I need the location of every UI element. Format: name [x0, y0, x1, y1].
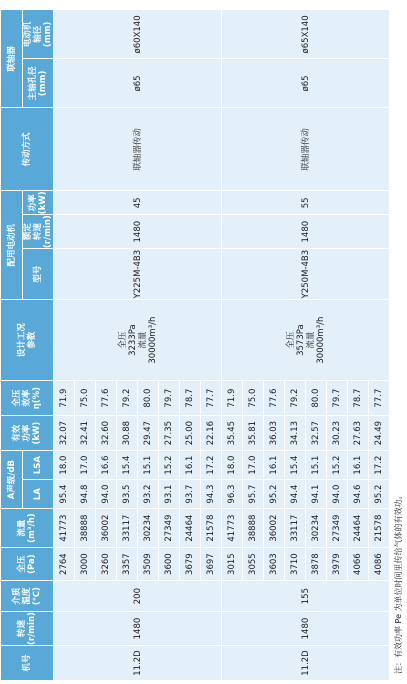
- header-motor-shaft: 电动机 轴径 (mm): [23, 10, 54, 59]
- cell-flow: 33117: [117, 509, 138, 548]
- header-motor-speed: 额定 转速 (r/min): [23, 215, 53, 249]
- cell-flow: 36002: [96, 509, 117, 548]
- cell-flow: 30234: [306, 509, 327, 548]
- cell-lsa: 15.2: [327, 451, 348, 480]
- cell-pressure: 4066: [348, 548, 369, 581]
- cell-lsa: 15.1: [306, 451, 327, 480]
- cell-efficiency: 80.0: [306, 381, 327, 416]
- cell-flow: 38888: [75, 509, 96, 548]
- header-noise-group: A声级/dB: [1, 451, 23, 509]
- cell-efficiency: 71.9: [222, 381, 243, 416]
- header-efficiency: 全压 效率 η(%): [1, 381, 54, 416]
- fan-performance-table: [0, 9, 390, 681]
- cell-lsa: 17.2: [201, 451, 222, 480]
- cell-flow: 24464: [180, 509, 201, 548]
- cell-efficiency: 79.2: [117, 381, 138, 416]
- cell-pressure: 3679: [180, 548, 201, 581]
- cell-lsa: 15.1: [138, 451, 159, 480]
- cell-pressure: 2764: [54, 548, 75, 581]
- header-drive: 传动方式: [1, 108, 54, 191]
- cell-power: 30.88: [117, 416, 138, 451]
- cell-la: 93.2: [138, 480, 159, 509]
- design-line: 30000m³/h: [315, 316, 326, 364]
- cell-motor-shaft: ø65X140: [222, 10, 390, 59]
- cell-la: 94.4: [285, 480, 306, 509]
- cell-la: 93.1: [159, 480, 180, 509]
- cell-flow: 21578: [369, 509, 390, 548]
- cell-drive: 联轴器传动: [222, 108, 390, 191]
- cell-drive: 联轴器传动: [54, 108, 222, 191]
- header-motor-group: 配用电动机: [1, 191, 23, 300]
- cell-temp: 200: [54, 581, 222, 612]
- cell-lsa: 17.2: [369, 451, 390, 480]
- cell-lsa: 17.0: [243, 451, 264, 480]
- design-line: 全压: [117, 331, 128, 349]
- cell-power: 36.03: [264, 416, 285, 451]
- cell-la: 96.3: [222, 480, 243, 509]
- cell-efficiency: 78.7: [348, 381, 369, 416]
- cell-lsa: 16.1: [180, 451, 201, 480]
- cell-pressure: 3603: [264, 548, 285, 581]
- cell-la: 94.8: [75, 480, 96, 509]
- header-shaft-hole: 主轴孔径 (mm): [23, 59, 54, 108]
- cell-power: 32.07: [54, 416, 75, 451]
- header-motor-power: 功率 (kW): [23, 191, 54, 215]
- cell-power: 30.23: [327, 416, 348, 451]
- cell-flow: 41773: [222, 509, 243, 548]
- cell-motor-model: Y250M-4B3: [222, 249, 390, 300]
- cell-pressure: 3015: [222, 548, 243, 581]
- cell-efficiency: 77.7: [201, 381, 222, 416]
- cell-power: 27.63: [348, 416, 369, 451]
- cell-power: 25.00: [180, 416, 201, 451]
- cell-la: 95.7: [243, 480, 264, 509]
- cell-efficiency: 77.6: [96, 381, 117, 416]
- cell-flow: 27349: [327, 509, 348, 548]
- cell-la: 94.1: [306, 480, 327, 509]
- header-design: 设计工况 参数: [1, 300, 54, 381]
- cell-flow: 24464: [348, 509, 369, 548]
- design-line: 全压: [285, 331, 296, 349]
- cell-power: 22.16: [201, 416, 222, 451]
- cell-power: 34.13: [285, 416, 306, 451]
- cell-temp: 155: [222, 581, 390, 612]
- cell-efficiency: 78.7: [180, 381, 201, 416]
- cell-design: [54, 300, 222, 381]
- header-speed: 转速 (r/min): [1, 612, 54, 646]
- cell-lsa: 18.0: [54, 451, 75, 480]
- cell-pressure: 3000: [75, 548, 96, 581]
- cell-motor-power: 45: [54, 191, 222, 215]
- table-row: [222, 10, 243, 681]
- cell-flow: 21578: [201, 509, 222, 548]
- cell-lsa: 16.1: [264, 451, 285, 480]
- cell-power: 29.47: [138, 416, 159, 451]
- cell-power: 32.60: [96, 416, 117, 451]
- cell-efficiency: 79.2: [285, 381, 306, 416]
- cell-lsa: 16.6: [96, 451, 117, 480]
- cell-power: 24.49: [369, 416, 390, 451]
- design-line: 流量: [305, 331, 316, 349]
- cell-efficiency: 79.7: [327, 381, 348, 416]
- cell-pressure: 3260: [96, 548, 117, 581]
- design-line: 30000m³/h: [147, 316, 158, 364]
- header-lsa: LSA: [23, 451, 54, 480]
- cell-model: 11.2D: [222, 646, 390, 681]
- cell-power: 32.41: [75, 416, 96, 451]
- cell-shaft-hole: ø65: [222, 59, 390, 108]
- cell-efficiency: 71.9: [54, 381, 75, 416]
- cell-flow: 41773: [54, 509, 75, 548]
- cell-efficiency: 77.7: [369, 381, 390, 416]
- cell-power: 27.35: [159, 416, 180, 451]
- cell-la: 95.4: [54, 480, 75, 509]
- cell-lsa: 15.4: [117, 451, 138, 480]
- header-la: LA: [23, 480, 54, 509]
- cell-power: 32.57: [306, 416, 327, 451]
- cell-pressure: 3710: [285, 548, 306, 581]
- cell-lsa: 18.0: [222, 451, 243, 480]
- cell-efficiency: 77.6: [264, 381, 285, 416]
- design-line: 3573Pa: [295, 324, 306, 356]
- cell-la: 93.7: [180, 480, 201, 509]
- cell-motor-power: 55: [222, 191, 390, 215]
- cell-la: 93.5: [117, 480, 138, 509]
- cell-power: 35.81: [243, 416, 264, 451]
- cell-pressure: 3509: [138, 548, 159, 581]
- cell-motor-shaft: ø60X140: [54, 10, 222, 59]
- cell-lsa: 17.0: [75, 451, 96, 480]
- cell-la: 94.0: [327, 480, 348, 509]
- table-row: [54, 10, 75, 681]
- cell-la: 94.6: [348, 480, 369, 509]
- cell-lsa: 15.2: [159, 451, 180, 480]
- design-line: 流量: [137, 331, 148, 349]
- cell-pressure: 3357: [117, 548, 138, 581]
- cell-pressure: 3600: [159, 548, 180, 581]
- cell-la: 95.2: [369, 480, 390, 509]
- cell-pressure: 3697: [201, 548, 222, 581]
- cell-efficiency: 75.0: [75, 381, 96, 416]
- header-power: 有效 功率 (kW): [1, 416, 54, 451]
- cell-efficiency: 80.0: [138, 381, 159, 416]
- cell-flow: 30234: [138, 509, 159, 548]
- cell-speed: 1480: [222, 612, 390, 646]
- cell-pressure: 3979: [327, 548, 348, 581]
- header-motor-model: 型号: [23, 249, 54, 300]
- cell-la: 95.2: [264, 480, 285, 509]
- cell-motor-speed: 1480: [222, 215, 390, 249]
- cell-la: 94.3: [201, 480, 222, 509]
- cell-flow: 38888: [243, 509, 264, 548]
- cell-speed: 1480: [54, 612, 222, 646]
- design-line: 3233Pa: [127, 324, 138, 356]
- table-header: [1, 10, 54, 681]
- cell-motor-model: Y225M-4B3: [54, 249, 222, 300]
- cell-model: 11.2D: [54, 646, 222, 681]
- cell-efficiency: 79.7: [159, 381, 180, 416]
- footnote: 注：有效功率 Pe 为单位时间里传给气体的有效功。: [394, 491, 403, 674]
- cell-flow: 36002: [264, 509, 285, 548]
- cell-motor-speed: 1480: [54, 215, 222, 249]
- cell-lsa: 16.1: [348, 451, 369, 480]
- cell-pressure: 4086: [369, 548, 390, 581]
- header-pressure: 全压 (Pa): [1, 548, 54, 581]
- cell-power: 35.45: [222, 416, 243, 451]
- header-coupling-group: 联轴器: [1, 10, 23, 108]
- table-body: [54, 10, 390, 681]
- header-flow: 流量 (m³/h): [1, 509, 54, 548]
- cell-pressure: 3878: [306, 548, 327, 581]
- cell-lsa: 15.4: [285, 451, 306, 480]
- cell-shaft-hole: ø65: [54, 59, 222, 108]
- header-model: 机号: [1, 646, 54, 681]
- cell-design: [222, 300, 390, 381]
- cell-flow: 33117: [285, 509, 306, 548]
- header-temp: 介质 温度 (℃): [1, 581, 54, 612]
- cell-efficiency: 75.0: [243, 381, 264, 416]
- cell-flow: 27349: [159, 509, 180, 548]
- cell-la: 94.0: [96, 480, 117, 509]
- cell-pressure: 3055: [243, 548, 264, 581]
